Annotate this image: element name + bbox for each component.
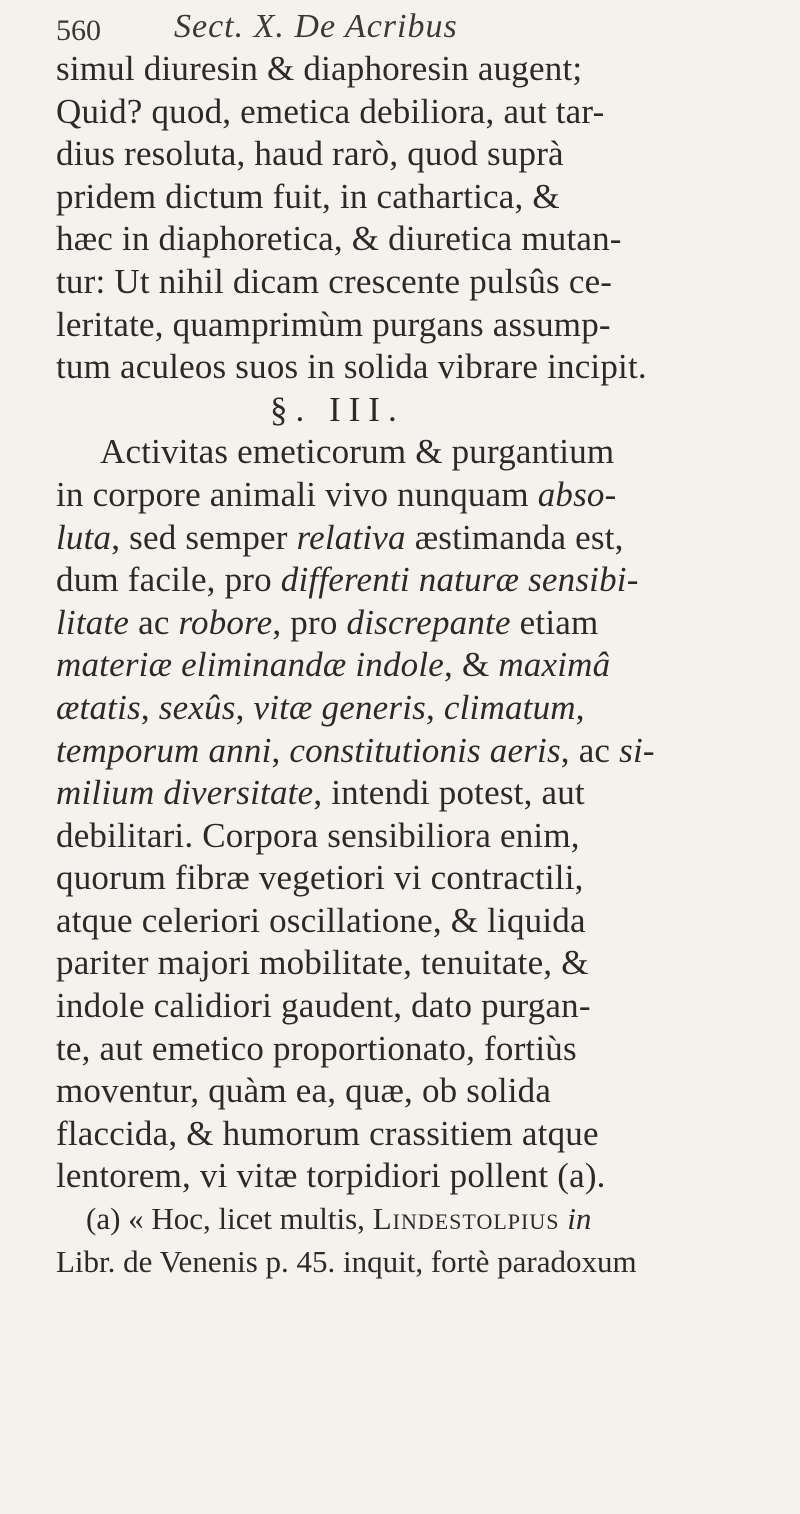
footnote bbox=[56, 1198, 796, 1283]
text-line bbox=[56, 1155, 796, 1198]
text-run: atque celeriori oscillatione, & liquida bbox=[56, 900, 586, 940]
text-run: , bbox=[271, 730, 290, 770]
text-run: quorum fibræ vegetiori vi contractili, bbox=[56, 858, 584, 898]
text-run: , bbox=[575, 687, 585, 727]
text-run: Activitas emeticorum & purgantium bbox=[100, 432, 615, 472]
text-run: , sed semper bbox=[111, 517, 297, 557]
text-line bbox=[56, 474, 796, 517]
text-line: simul diuresin & diaphoresin augent; bbox=[56, 49, 583, 88]
text-line bbox=[56, 644, 796, 687]
text-run: materiæ eliminandæ indole bbox=[56, 645, 445, 685]
text-run: ac bbox=[129, 602, 179, 642]
text-line bbox=[56, 942, 796, 985]
text-run: in corpore animali vivo nunquam bbox=[56, 474, 538, 514]
text-line: tur: Ut nihil dicam crescente pulsûs ce- bbox=[56, 261, 613, 301]
text-run: , bbox=[235, 687, 254, 727]
text-run: temporum anni bbox=[56, 730, 272, 770]
text-run: lentorem, vi vitæ torpidiori pollent (a). bbox=[56, 1156, 606, 1196]
paragraph-1 bbox=[56, 48, 796, 389]
text-run: milium diversitate bbox=[56, 773, 314, 813]
text-run: te, aut emetico proportionato, fortiùs bbox=[56, 1028, 577, 1068]
text-run: vitæ generis bbox=[253, 687, 426, 727]
text-run: abso- bbox=[537, 474, 617, 514]
text-run: dum facile, pro bbox=[56, 560, 281, 600]
text-run: maximâ bbox=[498, 645, 611, 685]
text-run: , pro bbox=[272, 602, 347, 642]
text-line bbox=[56, 517, 796, 560]
text-run: climatum bbox=[443, 687, 576, 727]
text-run: , & bbox=[444, 645, 499, 685]
page-body bbox=[56, 48, 796, 1283]
text-line bbox=[56, 559, 796, 602]
paragraph-2 bbox=[56, 431, 796, 1198]
text-run: etiam bbox=[510, 602, 599, 642]
text-line bbox=[56, 815, 796, 858]
text-line bbox=[56, 431, 796, 474]
text-run: robore bbox=[178, 602, 273, 642]
text-line bbox=[56, 900, 796, 943]
text-line bbox=[56, 730, 796, 773]
footnote-line-1 bbox=[56, 1198, 796, 1241]
text-line: tum aculeos suos in solida vibrare incipit. bbox=[56, 347, 647, 387]
text-run: ætatis bbox=[56, 687, 141, 727]
text-line bbox=[56, 687, 796, 730]
text-line bbox=[56, 1113, 796, 1156]
text-run: moventur, quàm ea, quæ, ob solida bbox=[56, 1071, 552, 1111]
text-line: hæc in diaphoretica, & diuretica mutan- bbox=[56, 219, 622, 259]
text-run: pariter majori mobilitate, tenuitate, & bbox=[56, 943, 589, 983]
text-run: , bbox=[425, 687, 444, 727]
text-line: pridem dictum fuit, in cathartica, & bbox=[56, 176, 560, 216]
text-run: æstimanda est, bbox=[405, 517, 624, 557]
text-run: , ac bbox=[560, 730, 620, 770]
text-run: litate bbox=[56, 602, 130, 642]
text-run: differenti naturæ sensibi- bbox=[280, 560, 639, 600]
text-run: luta bbox=[56, 517, 112, 557]
text-line bbox=[56, 1070, 796, 1113]
text-line bbox=[56, 602, 796, 645]
text-line bbox=[56, 1028, 796, 1071]
text-line: Quid? quod, emetica debiliora, aut tar- bbox=[56, 91, 605, 131]
text-run: indole calidiori gaudent, dato purgan- bbox=[56, 986, 591, 1026]
footnote-text: (a) « Hoc, licet multis, bbox=[86, 1201, 373, 1237]
running-title: Sect. X. De Acribus bbox=[174, 8, 458, 45]
text-run: discrepante bbox=[346, 602, 511, 642]
text-run: flaccida, & humorum crassitiem atque bbox=[56, 1113, 599, 1153]
text-run: sexûs bbox=[158, 687, 236, 727]
text-run: relativa bbox=[296, 517, 406, 557]
text-run: , bbox=[140, 687, 159, 727]
footnote-author: Lindestolpius bbox=[372, 1201, 560, 1237]
footnote-text: in bbox=[559, 1201, 592, 1237]
text-line: dius resoluta, haud rarò, quod suprà bbox=[56, 134, 564, 174]
text-line bbox=[56, 772, 796, 815]
text-run: , intendi potest, aut bbox=[313, 773, 585, 813]
text-run: constitutionis aeris bbox=[289, 730, 561, 770]
text-run: debilitari. Corpora sensibiliora enim, bbox=[56, 815, 580, 855]
section-heading: §. III. bbox=[270, 389, 405, 429]
text-run: si- bbox=[619, 730, 655, 770]
text-line bbox=[56, 857, 796, 900]
footnote-line-2: Libr. de Venenis p. 45. inquit, fortè paradoxum bbox=[56, 1243, 637, 1279]
page-number: 560 bbox=[56, 14, 101, 47]
text-line: leritate, quamprimùm purgans assump- bbox=[56, 304, 611, 344]
text-line bbox=[56, 985, 796, 1028]
